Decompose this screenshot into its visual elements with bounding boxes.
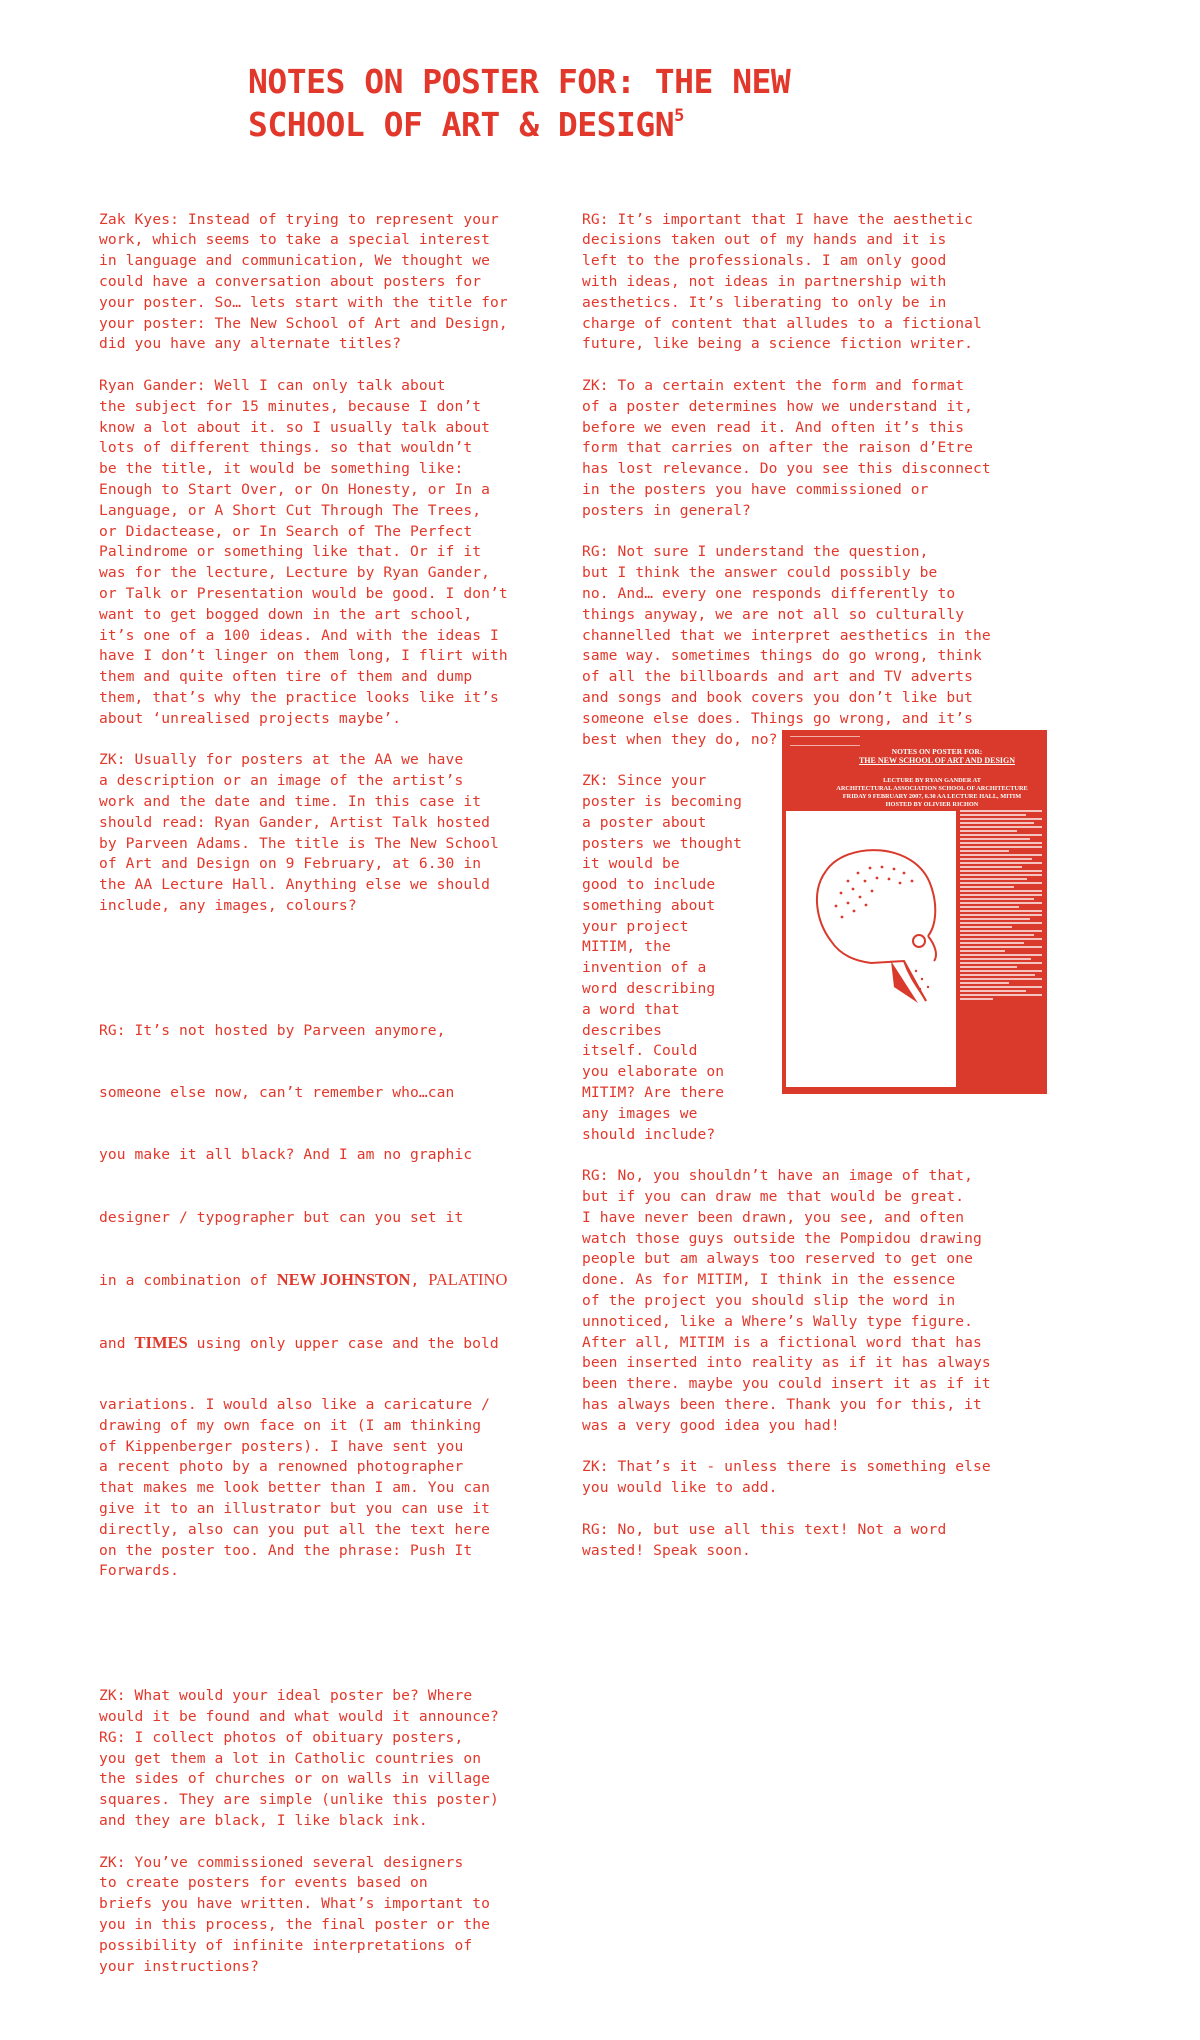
poster-title-line: NOTES ON POSTER FOR: [891,747,983,756]
text-line: have I don’t linger on them long, I flirt with [99,647,508,665]
text-line: word describing [582,980,716,998]
text-line: and songs and book covers you don’t like but [582,688,973,706]
text-line: was a very good idea you had! [582,1416,840,1434]
text-fragment: in a combination of [99,1272,277,1290]
text-line [99,1333,569,1354]
paragraph [99,376,569,730]
text-line: aesthetics. It’s liberating to only be in [582,293,947,311]
text-line: wasted! Speak soon. [582,1541,751,1559]
paragraph-rg-fonts [99,979,569,1624]
font-name-times: TIMES [134,1332,188,1352]
text-line: on the poster too. And the phrase: Push It [99,1541,473,1559]
text-line: ZK: What would your ideal poster be? Where [99,1687,473,1705]
poster-subtitle-line: HOSTED BY OLIVIER RICHON [885,801,979,808]
text-line: the sides of churches or on walls in village [99,1770,490,1788]
text-line [99,1270,569,1291]
text-line: itself. Could [582,1042,698,1060]
text-fragment: using only upper case and the bold [187,1334,499,1352]
caricature-panel [786,811,956,1087]
text-line: ZK: To a certain extent the form and format [582,376,965,394]
poster-subtitle [818,777,1046,809]
text-line: should read: Ryan Gander, Artist Talk hosted [99,813,490,831]
paragraph [582,376,1062,522]
text-line: people but am always too reserved to get one [582,1250,973,1268]
text-line: that makes me look better than I am. You can [99,1479,490,1497]
text-line: invention of a [582,959,707,977]
text-line: should include? [582,1125,716,1143]
text-line: RG: No, you shouldn’t have an image of that, [582,1167,973,1185]
text-line: squares. They are simple (unlike this poster) [99,1791,499,1809]
text-line: future, like being a science fiction writer. [582,335,973,353]
text-line: of the project you should slip the word in [582,1292,956,1310]
text-line: ZK: That’s it - unless there is something else [582,1458,991,1476]
text-line: designer / typographer but can you set it [99,1208,464,1226]
text-line: work, which seems to take a special interest [99,231,490,249]
poster-footer [788,1080,848,1088]
text-line: RG: It’s not hosted by Parveen anymore, [99,1021,446,1039]
text-line: unnoticed, like a Where’s Wally type figure. [582,1312,973,1330]
text-line: possibility of infinite interpretations of [99,1936,473,1954]
text-line: no. And… every one responds differently to [582,584,956,602]
text-line: them and quite often tire of them and dump [99,668,473,686]
paragraph [582,210,1062,356]
paragraph [582,1457,1062,1499]
text-line: the subject for 15 minutes, because I don’t [99,397,482,415]
text-line: you get them a lot in Catholic countries on [99,1749,482,1767]
text-fragment: and [99,1334,135,1352]
text-line: your poster. So… lets start with the title for [99,293,508,311]
text-line: the AA Lecture Hall. Anything else we should [99,876,490,894]
text-line: form that carries on after the raison d’Etre [582,439,973,457]
text-line: any images we [582,1104,698,1122]
text-line: RG: No, but use all this text! Not a word [582,1520,947,1538]
font-name-new-johnston: NEW JOHNSTON [276,1270,411,1290]
paragraph [582,771,772,1145]
title-footnote: 5 [674,106,684,126]
text-line: your project [582,917,689,935]
text-line: was for the lecture, Lecture by Ryan Gander, [99,564,490,582]
text-line: of all the billboards and art and TV adverts [582,668,973,686]
text-line: After all, MITIM is a fictional word that has [582,1333,982,1351]
text-fragment: , [410,1272,429,1290]
poster-subtitle-line: LECTURE BY RYAN GANDER AT [883,777,981,784]
text-line: Forwards. [99,1562,179,1580]
text-line: left to the professionals. I am only good [582,252,947,270]
text-line: ZK: You’ve commissioned several designers [99,1853,464,1871]
text-line: a poster about [582,813,707,831]
text-line: or Talk or Presentation would be good. I don’t [99,584,508,602]
paragraph [582,542,1062,750]
text-line: your instructions? [99,1957,259,1975]
text-line: you make it all black? And I am no graphic [99,1146,473,1164]
text-line: you elaborate on [582,1063,725,1081]
text-line: in the posters you have commissioned or [582,480,929,498]
poster-thumbnail [782,730,1047,1094]
text-line: Palindrome or something like that. Or if it [99,543,482,561]
text-line: charge of content that alludes to a fictional [582,314,982,332]
paragraph [582,1166,1062,1436]
text-line: has always been there. Thank you for this, it [582,1396,982,1414]
text-line: Zak Kyes: Instead of trying to represent your [99,210,499,228]
text-line: watch those guys outside the Pompidou drawing [582,1229,982,1247]
text-line: RG: It’s important that I have the aesthetic [582,210,973,228]
text-line: did you have any alternate titles? [99,335,402,353]
paragraph [99,750,569,916]
text-line: include, any images, colours? [99,896,357,914]
text-line: of Art and Design on 9 February, at 6.30 in [99,855,482,873]
text-line: Language, or A Short Cut Through The Trees, [99,501,482,519]
text-line: RG: I collect photos of obituary posters, [99,1728,464,1746]
text-line: drawing of my own face on it (I am thinking [99,1416,482,1434]
text-line: directly, also can you put all the text here [99,1520,490,1538]
text-line: lots of different things. so that wouldn’t [99,439,473,457]
title-line-1: NOTES ON POSTER FOR: THE NEW [248,62,791,101]
text-line: or Didactease, or In Search of The Perfect [99,522,473,540]
text-line: MITIM, the [582,938,671,956]
text-line: a description or an image of the artist’s [99,772,464,790]
text-line: same way. sometimes things do go wrong, think [582,647,982,665]
text-line: be the title, it would be something like: [99,460,464,478]
text-line: describes [582,1021,662,1039]
text-line: things anyway, we are not all so culturally [582,605,965,623]
text-line: been inserted into reality as if it has always [582,1354,991,1372]
text-line: with ideas, not ideas in partnership with [582,272,947,290]
text-line: been there. maybe you could insert it as if it [582,1375,991,1393]
text-line: in language and communication, We thought we [99,252,490,270]
paragraph [99,1686,569,1832]
text-line: decisions taken out of my hands and it is [582,231,947,249]
text-line: and they are black, I like black ink. [99,1811,428,1829]
text-line: you in this process, the final poster or the [99,1915,490,1933]
paragraph [582,1520,1062,1562]
poster-small-print [790,736,860,746]
text-line: you would like to add. [582,1479,778,1497]
poster-title-line: THE NEW SCHOOL OF ART AND DESIGN [858,756,1016,765]
text-line: poster is becoming [582,792,742,810]
text-line: it would be [582,855,680,873]
text-line: Enough to Start Over, or On Honesty, or In a [99,480,490,498]
text-line: before we even read it. And often it’s this [582,418,965,436]
text-line: a word that [582,1000,680,1018]
text-line: it’s one of a 100 ideas. And with the ideas I [99,626,499,644]
text-line: Ryan Gander: Well I can only talk about [99,376,446,394]
text-line: know a lot about it. so I usually talk about [99,418,490,436]
text-line: by Parveen Adams. The title is The New School [99,834,499,852]
font-name-palatino: PALATINO [428,1270,508,1290]
text-line: but I think the answer could possibly be [582,564,938,582]
paragraph [99,1853,569,1978]
text-line: I have never been drawn, you see, and often [582,1208,965,1226]
text-line: someone else now, can’t remember who…can [99,1084,455,1102]
text-line: want to get bogged down in the art school, [99,605,473,623]
text-line: channelled that we interpret aesthetics in the [582,626,991,644]
left-column [99,168,569,2040]
text-line: someone else does. Things go wrong, and it’s [582,709,973,727]
text-line: posters in general? [582,501,751,519]
text-line: of a poster determines how we understand it, [582,397,973,415]
text-line: a recent photo by a renowned photographer [99,1458,464,1476]
text-line: RG: Not sure I understand the question, [582,543,929,561]
text-line: but if you can draw me that would be great. [582,1188,965,1206]
text-line: give it to an illustrator but you can use it [99,1500,490,1517]
text-line: work and the date and time. In this case it [99,792,482,810]
text-line: ZK: Since your [582,772,707,790]
text-line: of Kippenberger posters). I have sent you [99,1437,464,1455]
text-line: your poster: The New School of Art and Design, [99,314,508,332]
poster-title [842,747,1032,765]
text-line: MITIM? Are there [582,1084,725,1102]
text-line: posters we thought [582,834,742,852]
text-line: briefs you have written. What’s important to [99,1895,490,1913]
text-line: could have a conversation about posters for [99,272,482,290]
text-line: to create posters for events based on [99,1874,428,1892]
text-line: variations. I would also like a caricature / [99,1396,490,1414]
text-line: about ‘unrealised projects maybe’. [99,709,402,727]
poster-subtitle-line: ARCHITECTURAL ASSOCIATION SCHOOL OF ARCHITECTURE [836,785,1028,792]
poster-body-text [960,810,1042,1010]
paragraph [99,210,569,356]
text-line: good to include [582,876,716,894]
page-title [248,60,948,146]
text-line: them, that’s why the practice looks like it’s [99,688,499,706]
text-line: something about [582,896,716,914]
text-line: would it be found and what would it announce? [99,1707,499,1725]
text-line: ZK: Usually for posters at the AA we have [99,751,464,769]
text-line: done. As for MITIM, I think in the essence [582,1271,956,1289]
text-line: best when they do, no? [582,730,778,748]
poster-subtitle-line: FRIDAY 9 FEBRUARY 2007, 6.30 AA LECTURE HALL, MITIM [842,793,1022,800]
title-line-2: SCHOOL OF ART & DESIGN [248,105,675,144]
caricature-drawing [786,811,956,1087]
text-line: has lost relevance. Do you see this disconnect [582,460,991,478]
